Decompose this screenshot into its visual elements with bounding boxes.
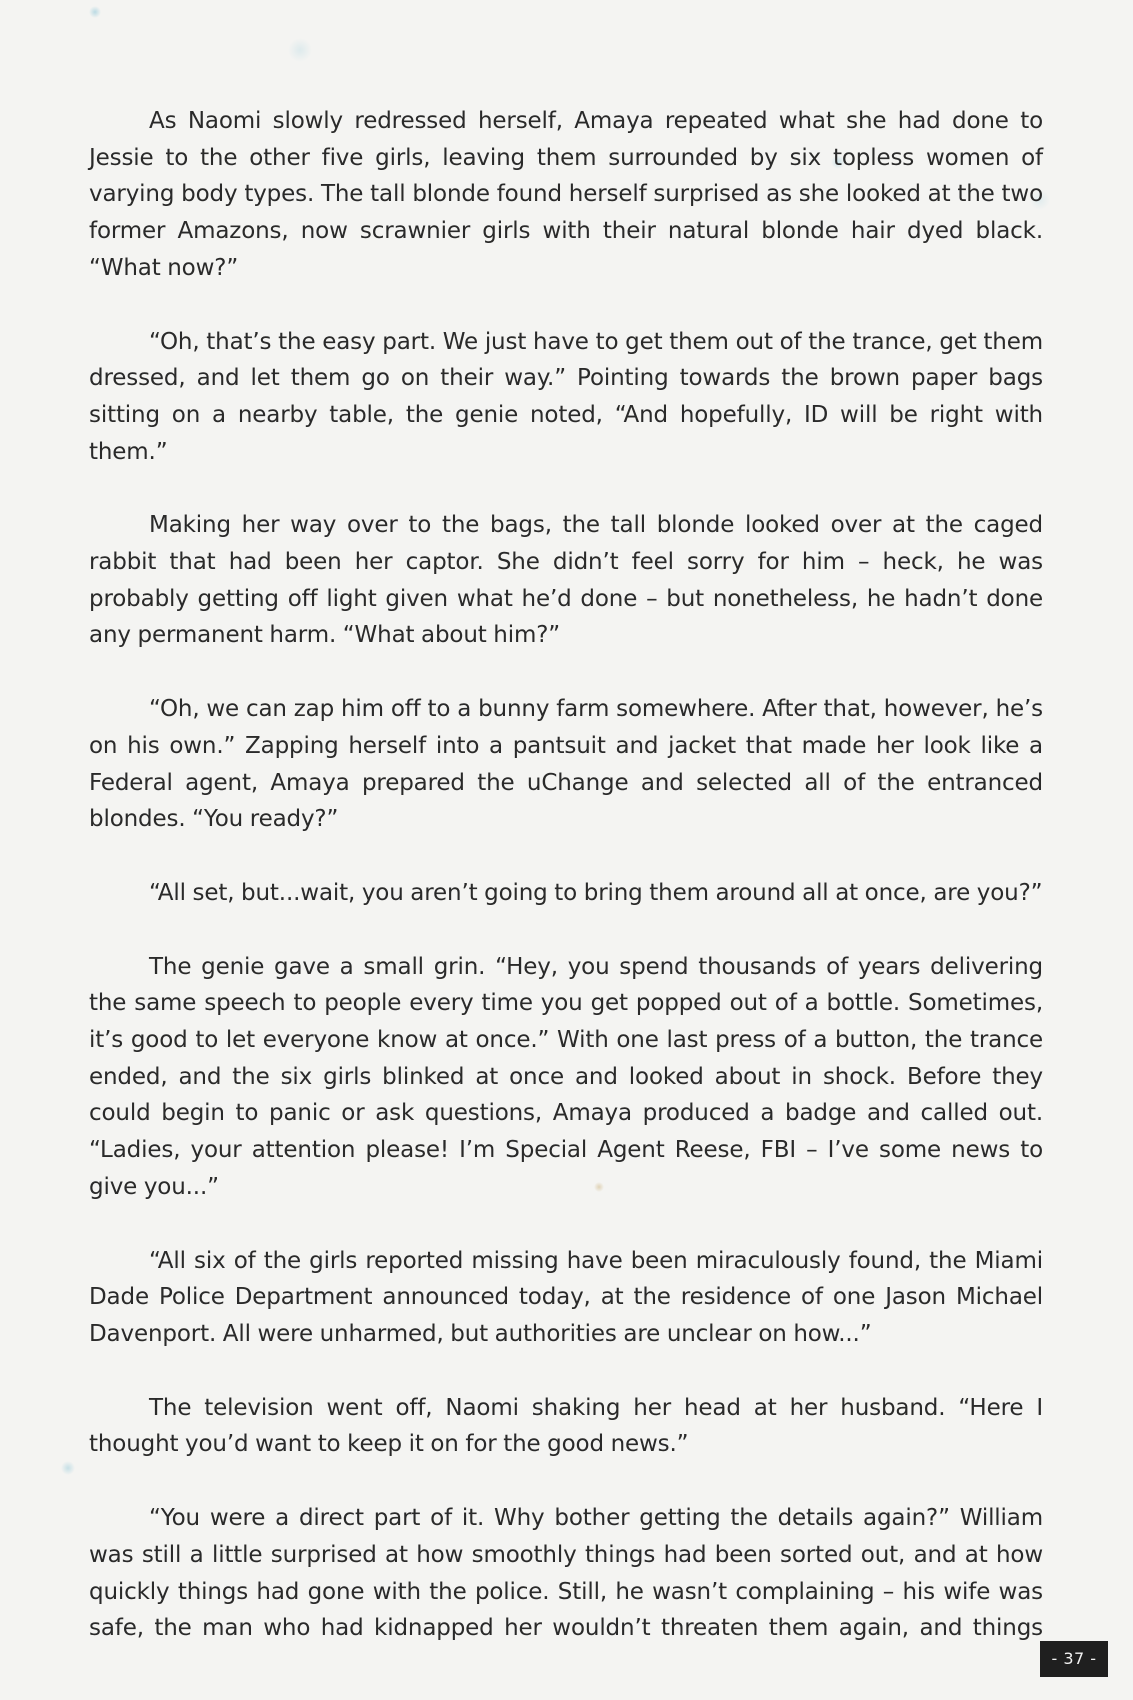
paragraph-2: “Oh, that’s the easy part. We just have to get them out of the trance, get them dressed, and let them go on their way.” Pointing towards the brown paper bags sitting on a nearby table, the genie noted, “And hopefully, ID will be right with them.” bbox=[89, 328, 1043, 465]
paragraph-7: “All six of the girls reported missing have been miraculously found, the Miami Dade Police Department announced today, at the residence of one Jason Michael Davenport. All were unharmed, but authorities are unclear on how...” bbox=[89, 1247, 1043, 1347]
paragraph-3: Making her way over to the bags, the tall blonde looked over at the caged rabbit that had been her captor. She didn’t feel sorry for him – heck, he was probably getting off light given what he’d done – but nonetheless, he hadn’t done any permanent harm. “What about him?” bbox=[89, 512, 1043, 649]
paragraph-8: The television went off, Naomi shaking her head at her husband. “Here I thought you’d want to keep it on for the good news.” bbox=[89, 1394, 1043, 1458]
page-number: - 37 - bbox=[1040, 1641, 1108, 1677]
paragraph-5: “All set, but...wait, you aren’t going to bring them around all at once, are you?” bbox=[149, 879, 1043, 906]
paragraph-1: As Naomi slowly redressed herself, Amaya repeated what she had done to Jessie to the other five girls, leaving them surrounded by six topless women of varying body types. The tall blonde found herself surprised as she looked at the two former Amazons, now scrawnier girls with their natural blonde hair dyed black. “What now?” bbox=[89, 108, 1043, 281]
paragraph-6: The genie gave a small grin. “Hey, you spend thousands of years delivering the same speech to people every time you get popped out of a bottle. Sometimes, it’s good to let everyone know at once.” With one last press of a button, the trance ended, and the six girls blinked at once and looked about in shock. Before they could begin to panic or ask questions, Amaya produced a badge and called out. “Ladies, your attention please! I’m Special Agent Reese, FBI – I’ve some news to give you...” bbox=[89, 953, 1043, 1200]
paragraph-4: “Oh, we can zap him off to a bunny farm somewhere. After that, however, he’s on his own.” Zapping herself into a pantsuit and jacket that made her look like a Federal agent, Amaya prepared the uChange and selected all of the entranced blondes. “You ready?” bbox=[89, 696, 1043, 833]
body-text bbox=[89, 103, 1043, 1684]
paragraph-9: “You were a direct part of it. Why bother getting the details again?” William was still a little surprised at how smoothly things had been sorted out, and at how quickly things had gone with the police. Still, he wasn’t complaining – his wife was safe, the man who had kidnapped her wouldn’t threaten them again, and things bbox=[89, 1505, 1043, 1642]
